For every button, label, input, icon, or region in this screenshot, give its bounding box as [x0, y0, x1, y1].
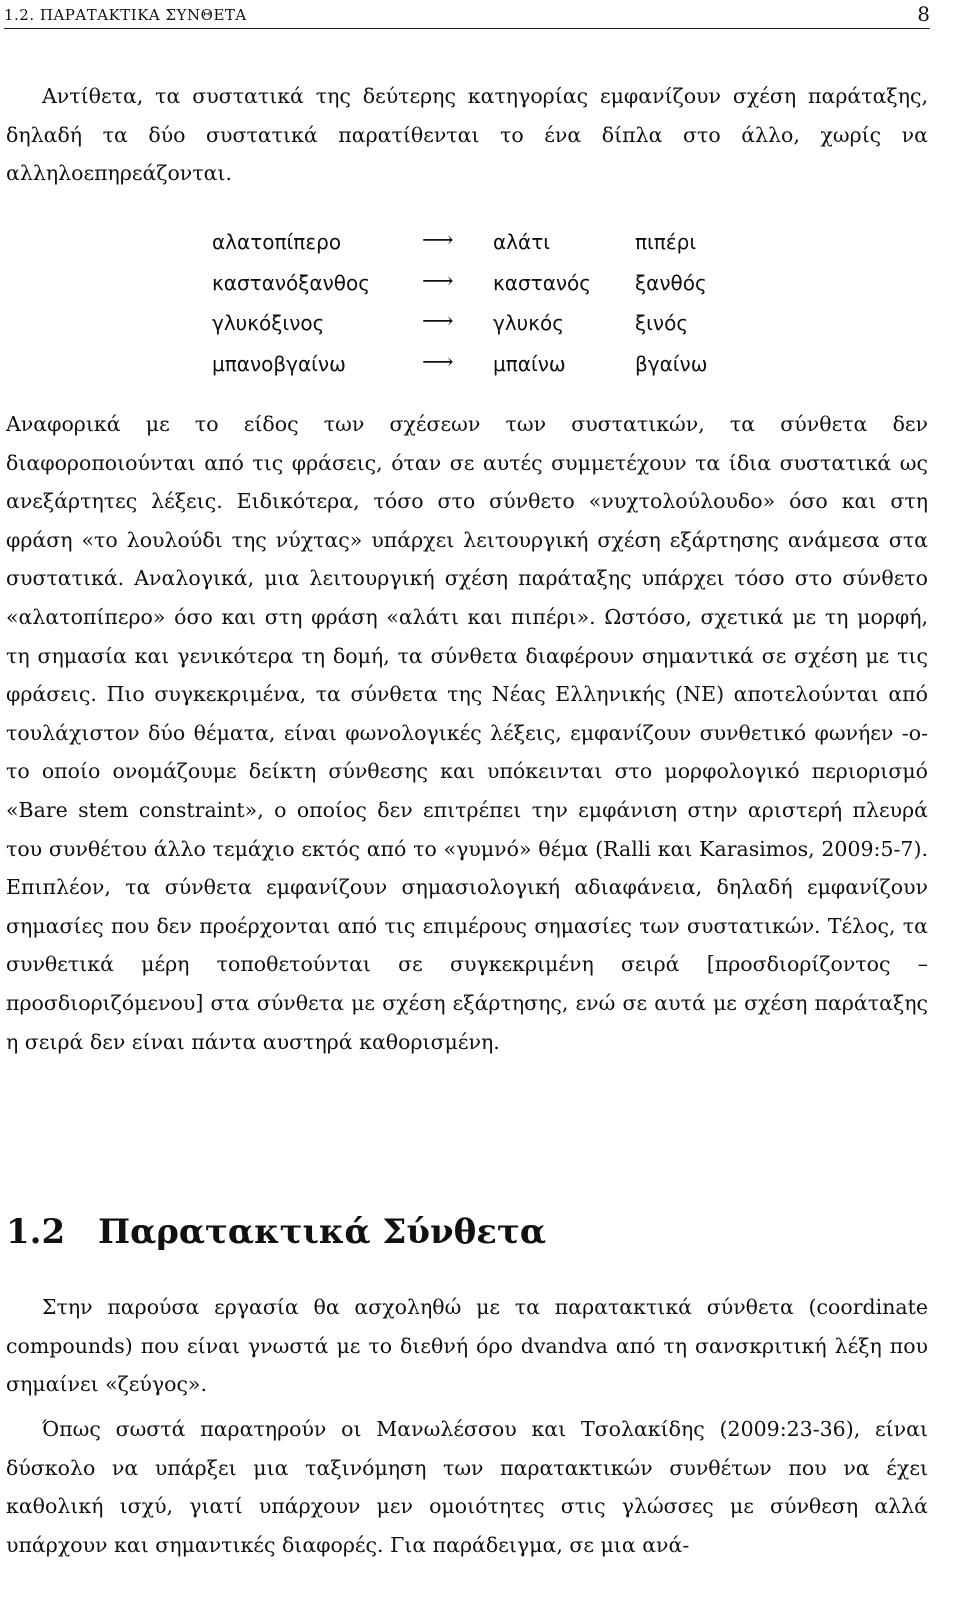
paragraph-2: Αναφορικά με το είδος των σχέσεων των συστατικών, τα σύνθετα δεν διαφοροποιούνται από τις φράσεις, όταν σε αυτές συμμετέχουν τα ίδια συστατικά ως ανεξάρτητες λέξεις. Ειδικότερα, τόσο στο σύνθετο «νυχτολούλουδο» όσο και στη φράση «το λουλούδι της νύχτας» υπάρχει λειτουργική σχέση εξάρτησης ανάμεσα στα συστατικά. Αναλογικά, μια λειτουργική σχέση παράταξης υπάρχει τόσο στο σύνθετο «αλατοπίπερο» όσο και στη φράση «αλάτι και πιπέρι». Ωστόσο, σχετικά με τη μορφή, τη σημασία και γενικότερα τη δομή, τα σύνθετα διαφέρουν σημαντικά σε σχέση με τις φράσεις. Πιο συγκεκριμένα, τα σύνθετα της Νέας Ελληνικής (ΝΕ) αποτελούνται από τουλάχιστον δύο θέματα, είναι φωνολογικές λέξεις, εμφανίζουν συνθετικό φωνήεν -ο- το οποίο ονομάζουμε δείκτη σύνθεσης και υπόκεινται στο μορφολογικό περιορισμό «Bare stem constraint», ο οποίος δεν επιτρέπει την εμφάνιση στην αριστερή πλευρά του συνθέτου άλλο τεμάχιο εκτός από το «γυμνό» θέμα (Ralli και Karasimos, 2009:5-7). Επιπλέον, τα σύνθετα εμφανίζουν σημασιολογική αδιαφάνεια, δηλαδή εμφανίζουν σημασίες που δεν προέρχονται από τις επιμέρους σημασίες των συστατικών. Τέλος, τα συνθετικά μέρη τοποθετούνται σε συγκεκριμένη σειρά [προσδιορίζοντος – προσδιοριζόμενου] στα σύνθετα με σχέση εξάρτησης, ενώ σε αυτά με σχέση παράταξης η σειρά δεν είναι πάντα αυστηρά καθορισμένη. [6, 412, 928, 1054]
example-second-component: πιπέρι [635, 230, 697, 254]
example-second-component: βγαίνω [635, 351, 708, 376]
example-row [212, 307, 772, 348]
example-compound: καστανόξανθος [212, 270, 370, 295]
header-section-label: 1.2. ΠΑΡΑΤΑΚΤΙΚΑ ΣΥΝΘΕΤΑ [4, 6, 247, 24]
arrow-icon: ⟶ [422, 349, 450, 375]
example-row [212, 226, 772, 267]
arrow-icon: ⟶ [422, 268, 450, 294]
page-number: 8 [917, 2, 930, 26]
example-first-component: γλυκός [493, 311, 565, 335]
paragraph-3-text: Στην παρούσα εργασία θα ασχοληθώ με τα παρατακτικά σύνθετα (coordinate compounds) που είναι γνωστά με το διεθνή όρο dvandva από τη σανσκριτική λέξη που σημαίνει «ζεύγος». [6, 1295, 928, 1397]
section-heading [6, 1212, 546, 1252]
section-number: 1.2 [6, 1212, 66, 1252]
paragraph-3 [6, 1288, 928, 1404]
running-header [4, 2, 930, 29]
example-compound: μπανοβγαίνω [212, 351, 346, 376]
example-first-component: αλάτι [493, 230, 551, 254]
arrow-icon: ⟶ [422, 309, 450, 334]
paragraph-1-text: Αντίθετα, τα συστατικά της δεύτερης κατηγορίας εμφανίζουν σχέση παράταξης, δηλαδή τα δύο συστατικά παρατίθενται το ένα δίπλα στο άλλο, χωρίς να αλληλοεπηρεάζονται. [6, 84, 928, 186]
section-title: Παρατακτικά Σύνθετα [98, 1212, 546, 1252]
example-second-component: ξανθός [635, 270, 707, 295]
example-compound: γλυκόξινος [212, 311, 325, 335]
example-compound: αλατοπίπερο [212, 230, 342, 254]
example-second-component: ξινός [635, 311, 689, 335]
paragraph-4 [6, 1410, 928, 1564]
paragraph-4-text: Όπως σωστά παρατηρούν οι Μανωλέσσου και Τσολακίδης (2009:23-36), είναι δύσκολο να υπάρξει μια ταξινόμηση των παρατακτικών συνθέτων που να έχει καθολική ισχύ, γιατί υπάρχουν μεν ομοιότητες στις γλώσσες με σύνθεση αλλά υπάρχουν και σημαντικές διαφορές. Για παράδειγμα, σε μια ανά- [6, 1417, 928, 1557]
arrow-icon: ⟶ [422, 228, 450, 253]
compound-examples [212, 226, 772, 388]
example-first-component: καστανός [493, 270, 592, 295]
example-row [212, 348, 772, 389]
paragraph-1 [6, 77, 928, 193]
example-row [212, 267, 772, 308]
example-first-component: μπαίνω [493, 351, 566, 376]
